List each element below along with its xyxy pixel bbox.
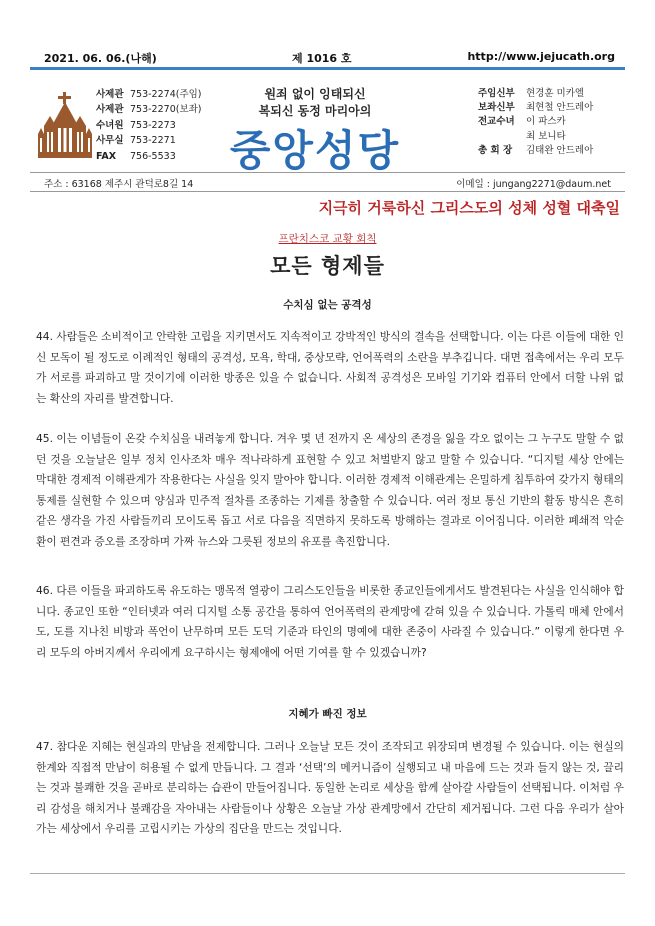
contact-label: FAX	[96, 150, 117, 162]
contact-label: 사제관	[96, 89, 124, 100]
staff-row	[478, 101, 593, 115]
address-bar	[30, 172, 625, 192]
contact-row	[96, 133, 202, 148]
staff-list	[478, 87, 593, 158]
contact-row	[96, 149, 202, 164]
staff-name: 이 파스카	[526, 116, 566, 128]
staff-row	[478, 87, 593, 101]
paragraph-46: 46. 다른 이들을 파괴하도록 유도하는 맹목적 열광이 그리스도인들을 비롯한 종교인들에게서도 발견된다는 사실을 인식해야 합니다. 종교인 또한 “인터넷과 여러 디지털 소통 공간을 통하여 언어폭력의 관계망에 갇혀 있을 수 있습니다. 가톨릭 매체 안에서도, 도를 지나친 비방과 폭언이 난무하며 모든 도덕 기준과 타인의 명예에 대한 존중이 사라질 수 있습니다.” 이렇게 한다면 우리 모두의 아버지께서 우리에게 요구하시는 형제애에 어떤 기여를 할 수 있겠습니까?	[36, 584, 624, 659]
paragraph-44: 44. 사람들은 소비적이고 안락한 고립을 지키면서도 지속적이고 강박적인 방식의 결속을 선택합니다. 이는 다른 이들에 대한 인신 모독이 될 정도로 이례적인 형태의 공격성, 모욕, 학대, 중상모략, 언어폭력의 소란을 부추깁니다. 대면 접촉에서는 우리 모두가 서로를 파괴하고 말 것이기에 이러한 방종은 있을 수 없습니다. 사회적 공격성은 모바일 기기와 컴퓨터 안에서 더할 나위 없는 확산의 자리를 발견합니다.	[36, 330, 624, 405]
church-motto	[205, 86, 425, 120]
contact-value: 753-2271	[130, 135, 176, 147]
contact-list	[96, 87, 202, 164]
contact-value: 753-2274(주임)	[130, 89, 202, 100]
header-rule-second	[30, 69, 625, 70]
staff-role: 전교수녀	[478, 116, 515, 128]
contact-label: 수녀원	[96, 119, 124, 131]
staff-name: 현경훈 미카엘	[526, 88, 585, 99]
motto-line: 원죄 없이 잉태되신	[264, 87, 366, 101]
church-name-title: 중앙성당	[229, 126, 401, 175]
issue-number: 제 1016 호	[292, 52, 352, 65]
church-address: 주소 : 63168 제주시 관덕로8길 14	[44, 179, 194, 190]
section-heading: 수치심 없는 공격성	[283, 299, 372, 311]
contact-row	[96, 87, 202, 102]
staff-row	[478, 144, 593, 158]
church-logo-icon	[38, 92, 92, 158]
contact-label: 사무실	[96, 135, 124, 147]
footer-rule	[30, 873, 625, 874]
feast-heading: 지극히 거룩하신 그리스도의 성체 성혈 대축일	[318, 199, 620, 217]
paragraph-45: 45. 이는 이념들이 온갖 수치심을 내려놓게 합니다. 겨우 몇 년 전까지 온 세상의 존경을 잃을 각오 없이는 그 누구도 말할 수 없던 것을 오늘날은 일부 정치 인사조차 매우 적나라하게 표현할 수 있고 처벌받지 않고 말할 수 있습니다. “디지털 세상 안에는 막대한 경제적 이해관계가 작용한다는 사실을 잊지 말아야 합니다. 이러한 경제적 이해관계는 은밀하게 침투하여 갖가지 형태의 통제를 실현할 수 있으며 양심과 민주적 절차를 조종하는 기제를 창출할 수 있습니다. 여러 정보 통신 기반의 활동 방식은 흔히 같은 생각을 가진 사람들끼리 모이도록 돕고 서로 다음을 직면하지 못하도록 방해하는 결과로 이어집니다. 이러한 폐쇄적 악순환이 편견과 증오를 조장하며 가짜 뉴스와 그릇된 정보의 유포를 촉진합니다.	[36, 432, 624, 548]
contact-value: 753-2270(보좌)	[130, 104, 202, 116]
document-source	[0, 231, 655, 246]
issue-date: 2021. 06. 06.(나해)	[44, 52, 157, 65]
church-email[interactable]: 이메일 : jungang2271@daum.net	[456, 179, 611, 190]
contact-value: 756-5533	[130, 150, 176, 162]
document-title: 모든 형제들	[270, 254, 385, 278]
staff-name: 최현철 안드레아	[526, 102, 594, 114]
contact-label: 사제관	[96, 104, 124, 116]
staff-row	[478, 130, 593, 144]
contact-value: 753-2273	[130, 119, 176, 131]
staff-name: 김태완 안드레아	[526, 144, 594, 156]
staff-row	[478, 115, 593, 129]
section-heading: 지혜가 빠진 정보	[288, 708, 367, 720]
website-url[interactable]: http://www.jejucath.org	[467, 50, 615, 63]
contact-row	[96, 102, 202, 117]
document-source-text: 프란치스코 교황 회칙	[278, 233, 377, 245]
motto-line: 복되신 동정 마리아의	[258, 104, 372, 118]
staff-role: 총 회 장	[478, 144, 513, 156]
paragraph-47: 47. 참다운 지혜는 현실과의 만남을 전제합니다. 그러나 오늘날 모든 것이 조작되고 위장되며 변경될 수 있습니다. 이는 현실의 한계와 직접적 만남이 허용될 수 없게 만듭니다. 그 결과 ‘선택’의 메커니즘이 실행되고 내 마음에 드는 것과 들지 않는 것, 끌리는 것과 불쾌한 것을 곧바로 분리하는 습관이 만들어집니다. 동일한 논리로 세상을 함께 살아갈 사람들이 선택됩니다. 이처럼 우리 감성을 해치거나 불쾌감을 자아내는 사람들이나 상황은 오늘날 가상 관계망에서 간단히 제거됩니다. 그런 다음 우리가 살아가는 세상에서 우리를 고립시키는 가상의 집단을 만드는 것입니다.	[36, 740, 624, 835]
staff-role: 보좌신부	[478, 102, 515, 114]
staff-role: 주임신부	[478, 88, 515, 99]
staff-name: 최 보니타	[526, 130, 566, 142]
contact-row	[96, 118, 202, 133]
